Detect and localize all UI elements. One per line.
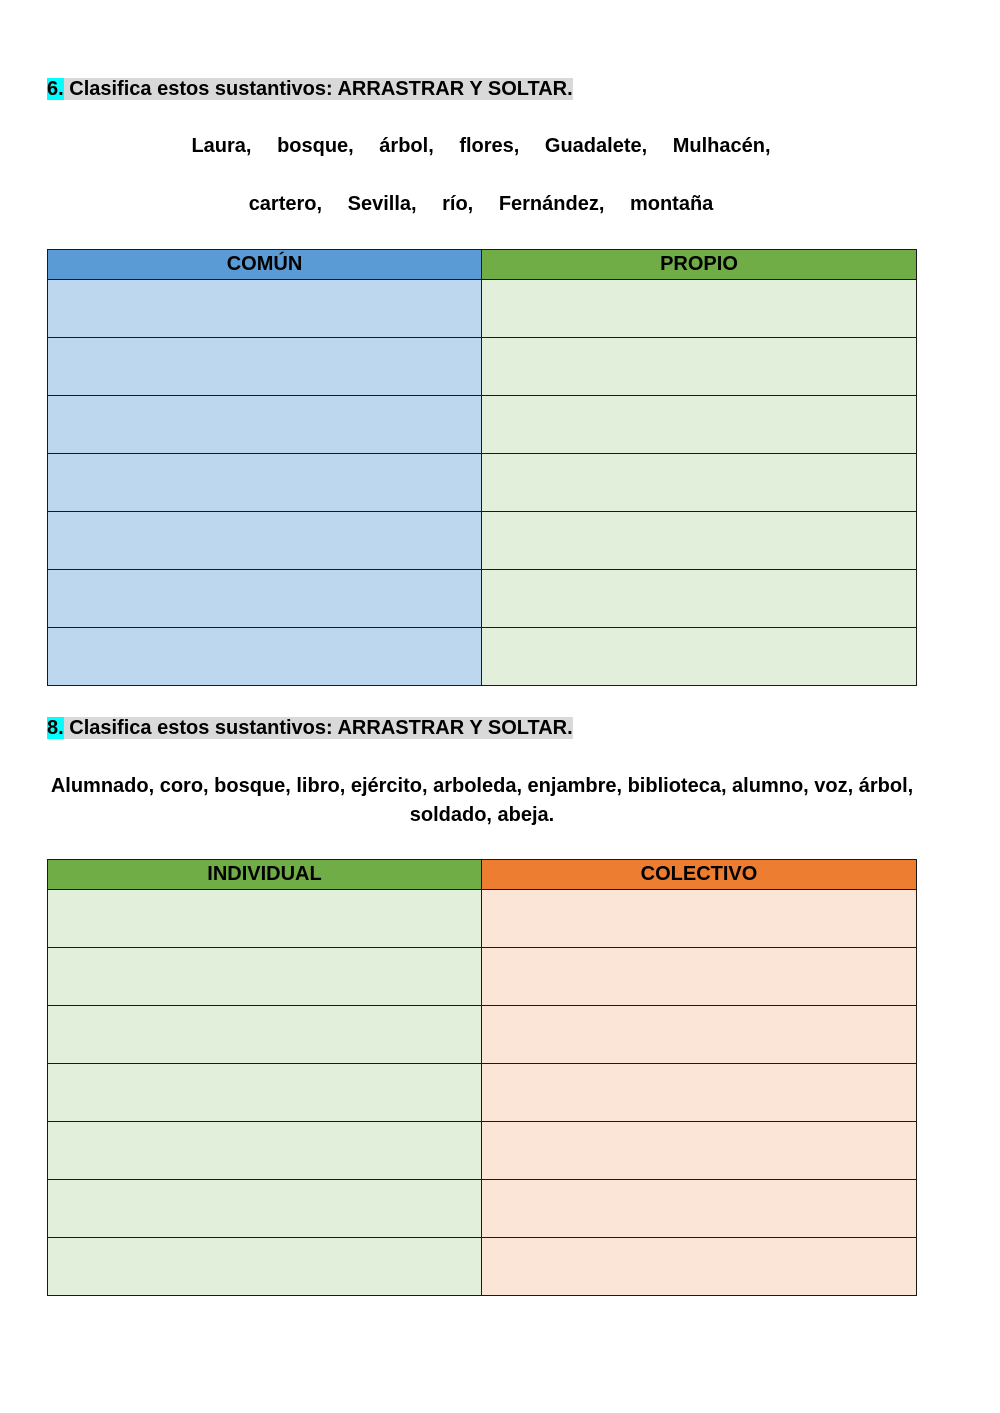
table-row (48, 1180, 917, 1238)
section-8-classification-table (47, 859, 917, 1296)
section-6-word-bank-line-1 (0, 135, 962, 158)
table-header-row (48, 860, 917, 890)
drop-cell-colectivo[interactable] (482, 1006, 917, 1064)
section-6-word-bank-line-2 (0, 193, 962, 216)
table-row (48, 570, 917, 628)
drop-cell-común[interactable] (48, 454, 482, 512)
section-6-title (47, 78, 573, 101)
drop-cell-propio[interactable] (482, 338, 917, 396)
drop-cell-individual[interactable] (48, 1238, 482, 1296)
word-chip[interactable]: bosque, (277, 135, 354, 157)
drop-cell-común[interactable] (48, 570, 482, 628)
section-6-number: 6. (47, 78, 64, 100)
table-row (48, 280, 917, 338)
drop-cell-colectivo[interactable] (482, 1122, 917, 1180)
drop-cell-propio[interactable] (482, 570, 917, 628)
drop-cell-propio[interactable] (482, 454, 917, 512)
drop-cell-individual[interactable] (48, 890, 482, 948)
column-header-propio: PROPIO (482, 250, 917, 280)
word-chip[interactable]: cartero, (248, 193, 323, 215)
table-row (48, 1238, 917, 1296)
word-chip[interactable]: Fernández, (498, 193, 605, 215)
drop-cell-colectivo[interactable] (482, 948, 917, 1006)
table-row (48, 512, 917, 570)
section-6-title-text: Clasifica estos sustantivos: ARRASTRAR Y SOLTAR. (63, 78, 573, 100)
drop-cell-propio[interactable] (482, 512, 917, 570)
drop-cell-colectivo[interactable] (482, 1064, 917, 1122)
drop-cell-común[interactable] (48, 338, 482, 396)
word-chip[interactable]: flores, (459, 135, 520, 157)
table-row (48, 396, 917, 454)
drop-cell-propio[interactable] (482, 628, 917, 686)
drop-cell-propio[interactable] (482, 280, 917, 338)
column-header-individual: INDIVIDUAL (48, 860, 482, 890)
table-row (48, 1064, 917, 1122)
drop-cell-común[interactable] (48, 512, 482, 570)
drop-cell-individual[interactable] (48, 1064, 482, 1122)
word-chip[interactable]: Laura, (191, 135, 252, 157)
drop-cell-individual[interactable] (48, 1122, 482, 1180)
column-header-comun: COMÚN (48, 250, 482, 280)
section-8-number: 8. (47, 717, 64, 739)
section-8-word-bank: Alumnado, coro, bosque, libro, ejército, arboleda, enjambre, biblioteca, alumno, voz, árbol, soldado, abeja. (50, 775, 914, 826)
word-chip[interactable]: Mulhacén, (672, 135, 771, 157)
table-row (48, 454, 917, 512)
section-6-classification-table (47, 249, 917, 686)
section-8-title-text: Clasifica estos sustantivos: ARRASTRAR Y SOLTAR. (63, 717, 573, 739)
drop-cell-común[interactable] (48, 280, 482, 338)
drop-cell-propio[interactable] (482, 396, 917, 454)
table-row (48, 1122, 917, 1180)
table-header-row (48, 250, 917, 280)
drop-cell-colectivo[interactable] (482, 1238, 917, 1296)
drop-cell-común[interactable] (48, 396, 482, 454)
word-chip[interactable]: árbol, (379, 135, 434, 157)
table-row (48, 948, 917, 1006)
word-chip[interactable]: montaña (629, 193, 714, 215)
table-row (48, 890, 917, 948)
drop-cell-común[interactable] (48, 628, 482, 686)
table-row (48, 628, 917, 686)
word-chip[interactable]: Guadalete, (544, 135, 648, 157)
word-chip[interactable]: río, (442, 193, 474, 215)
drop-cell-colectivo[interactable] (482, 1180, 917, 1238)
section-8-title (47, 717, 573, 740)
drop-cell-individual[interactable] (48, 948, 482, 1006)
table-row (48, 338, 917, 396)
drop-cell-individual[interactable] (48, 1180, 482, 1238)
drop-cell-individual[interactable] (48, 1006, 482, 1064)
drop-cell-colectivo[interactable] (482, 890, 917, 948)
table-row (48, 1006, 917, 1064)
word-chip[interactable]: Sevilla, (347, 193, 417, 215)
column-header-colectivo: COLECTIVO (482, 860, 917, 890)
